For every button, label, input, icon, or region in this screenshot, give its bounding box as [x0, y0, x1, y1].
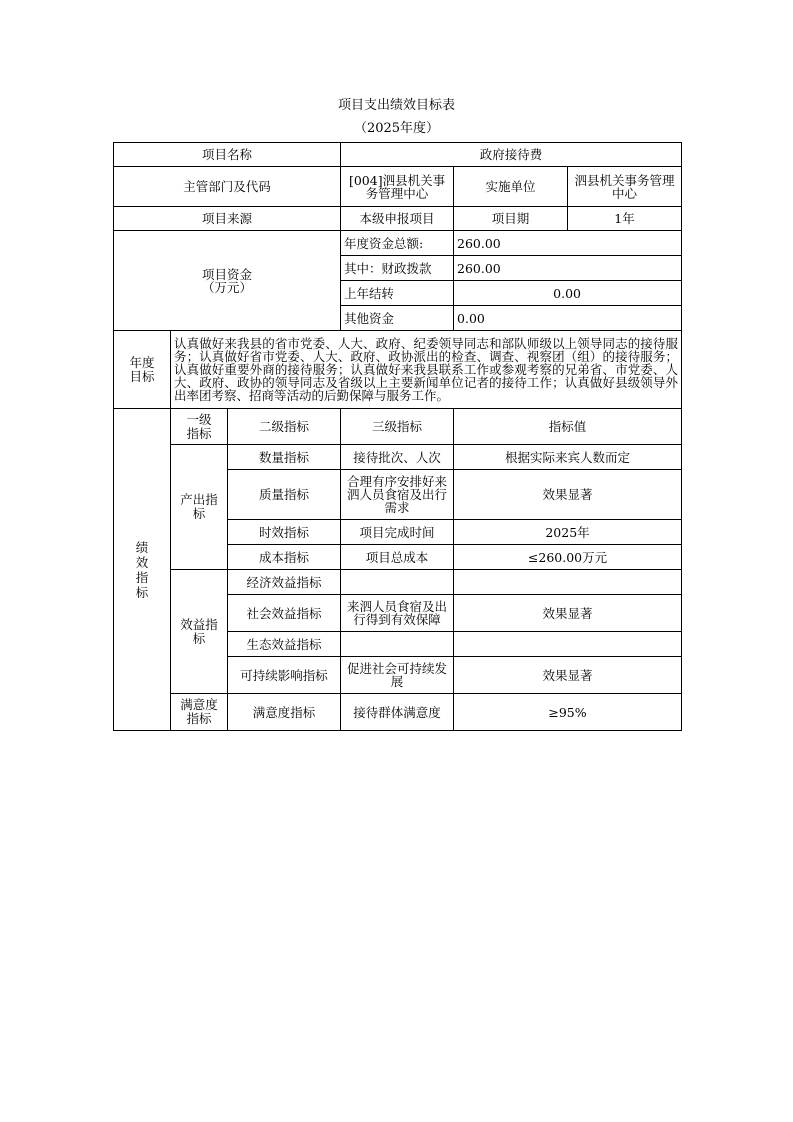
output-level3: 项目完成时间	[341, 520, 454, 545]
row-department	[114, 167, 682, 207]
benefit-group: 效益指标	[180, 616, 218, 646]
benefit-value: 效果显著	[454, 657, 682, 694]
page-subtitle: （2025年度）	[353, 121, 440, 136]
table-row	[114, 445, 682, 470]
header-level1-cell	[171, 409, 228, 445]
benefit-level2: 经济效益指标	[228, 570, 341, 595]
row-project-name	[114, 143, 682, 167]
header-level1: 一级指标	[186, 411, 212, 441]
funds-other-label: 其他资金	[341, 306, 454, 331]
funds-carryover-label: 上年结转	[341, 281, 454, 306]
output-level2: 数量指标	[228, 445, 341, 470]
satisfaction-level2: 满意度指标	[228, 694, 341, 731]
output-value: ≤260.00万元	[454, 545, 682, 570]
period-label: 项目期	[454, 207, 568, 231]
project-name-label: 项目名称	[114, 143, 341, 167]
table-row	[114, 694, 682, 731]
funds-label: 项目资金 （万元）	[114, 231, 341, 331]
satisfaction-group-cell	[171, 694, 228, 731]
output-group-cell	[171, 445, 228, 570]
funds-total-value: 260.00	[454, 231, 682, 256]
project-name-value: 政府接待费	[341, 143, 682, 167]
benefit-level3: 促进社会可持续发展	[341, 657, 454, 694]
funds-fiscal-label: 其中：财政拨款	[341, 256, 454, 281]
row-funds-total	[114, 231, 682, 256]
header-level3: 三级指标	[341, 409, 454, 445]
goal-label-cell	[114, 331, 171, 409]
header-level2: 二级指标	[228, 409, 341, 445]
source-label: 项目来源	[114, 207, 341, 231]
output-value: 效果显著	[454, 470, 682, 520]
impl-value: 泗县机关事务管理中心	[568, 167, 682, 207]
output-level2: 时效指标	[228, 520, 341, 545]
benefit-level3: 来泗人员食宿及出行得到有效保障	[341, 595, 454, 632]
benefit-value	[454, 570, 682, 595]
output-group: 产出指标	[180, 492, 218, 521]
benefit-level2: 生态效益指标	[228, 632, 341, 657]
source-value: 本级申报项目	[341, 207, 454, 231]
dept-value: [004]泗县机关事务管理中心	[341, 167, 454, 207]
funds-other-value: 0.00	[454, 306, 682, 331]
page-title: 项目支出绩效目标表	[337, 98, 455, 113]
funds-carryover-value: 0.00	[454, 281, 682, 306]
output-level2: 成本指标	[228, 545, 341, 570]
perf-label: 绩效指标	[135, 539, 149, 600]
benefit-group-cell	[171, 570, 228, 694]
dept-label: 主管部门及代码	[114, 167, 341, 207]
perf-label-cell	[114, 409, 171, 731]
benefit-level2: 可持续影响指标	[228, 657, 341, 694]
output-level3: 项目总成本	[341, 545, 454, 570]
benefit-value: 效果显著	[454, 595, 682, 632]
benefit-level3	[341, 632, 454, 657]
benefit-value	[454, 632, 682, 657]
benefit-level2: 社会效益指标	[228, 595, 341, 632]
satisfaction-group: 满意度指标	[180, 697, 218, 726]
benefit-level3	[341, 570, 454, 595]
output-level2: 质量指标	[228, 470, 341, 520]
row-annual-goal	[114, 331, 682, 409]
impl-label: 实施单位	[454, 167, 568, 207]
funds-total-label: 年度资金总额:	[341, 231, 454, 256]
goal-text: 认真做好来我县的省市党委、人大、政府、纪委领导同志和部队师级以上领导同志的接待服务；认真做好省市党委、人大、政府、政协派出的检查、调查、视察团（组）的接待服务；认真做好重要外商的接待服务；认真做好来我县联系工作或参观考察的兄弟省、市党委、人大、政府、政协的领导同志及省级以上主要新闻单位记者的接待工作；认真做好县级领导外出率团考察、招商等活动的后勤保障与服务工作。	[171, 331, 682, 409]
satisfaction-level3: 接待群体满意度	[341, 694, 454, 731]
row-indicator-headers	[114, 409, 682, 445]
output-value: 2025年	[454, 520, 682, 545]
output-level3: 合理有序安排好来泗人员食宿及出行需求	[341, 470, 454, 520]
performance-table	[113, 142, 682, 731]
satisfaction-value: ≥95%	[454, 694, 682, 731]
goal-label: 年度目标	[129, 354, 155, 384]
row-source	[114, 207, 682, 231]
header-value: 指标值	[454, 409, 682, 445]
period-value: 1年	[568, 207, 682, 231]
funds-fiscal-value: 260.00	[454, 256, 682, 281]
output-level3: 接待批次、人次	[341, 445, 454, 470]
output-value: 根据实际来宾人数而定	[454, 445, 682, 470]
table-row	[114, 570, 682, 595]
